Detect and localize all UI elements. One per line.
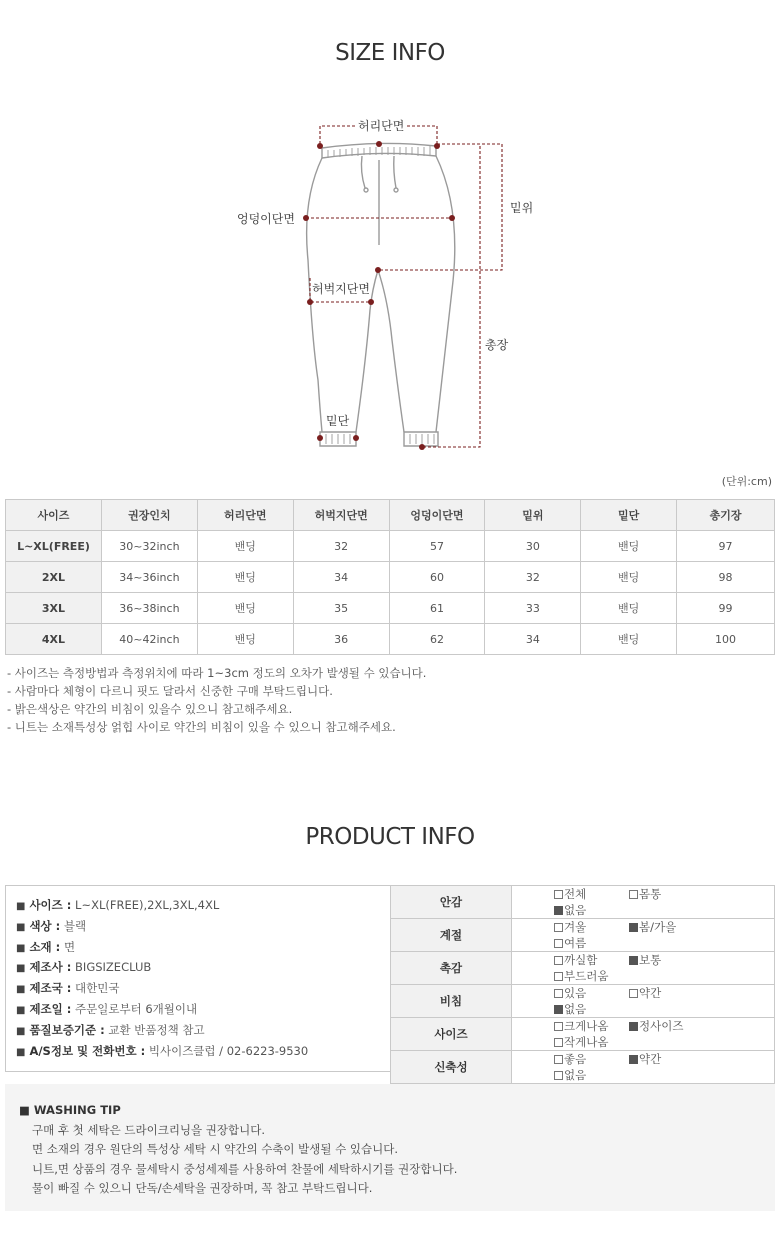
size-cell: 32 — [485, 562, 581, 593]
detail-key: 사이즈 : — [29, 898, 72, 912]
size-header: 엉덩이단면 — [389, 500, 485, 531]
feel-label: 계절 — [391, 919, 512, 952]
feel-option-label: 겨울 — [564, 920, 587, 934]
size-notes — [7, 664, 426, 736]
unit-note: (단위:cm) — [721, 475, 772, 488]
feel-option — [554, 952, 629, 968]
table-row — [6, 624, 775, 655]
size-cell: 34 — [293, 562, 389, 593]
size-cell: 97 — [677, 531, 775, 562]
table-row — [6, 562, 775, 593]
detail-value: L~XL(FREE),2XL,3XL,4XL — [75, 898, 220, 912]
size-cell: 밴딩 — [581, 531, 677, 562]
feel-option — [629, 985, 704, 1001]
feel-options — [512, 1018, 775, 1051]
size-header: 허리단면 — [197, 500, 293, 531]
product-feel-table — [390, 885, 775, 1084]
size-cell: 30 — [485, 531, 581, 562]
detail-value: 대한민국 — [75, 981, 120, 996]
size-cell: 밴딩 — [197, 531, 293, 562]
size-cell: 98 — [677, 562, 775, 593]
size-header: 밑위 — [485, 500, 581, 531]
size-cell: 100 — [677, 624, 775, 655]
detail-value: 면 — [63, 939, 76, 954]
feel-row — [391, 1018, 775, 1051]
detail-key: 제조일 : — [29, 1001, 72, 1016]
feel-option-label: 없음 — [564, 1068, 587, 1082]
checked-box-icon — [554, 906, 563, 915]
unchecked-box-icon — [554, 956, 563, 965]
detail-row — [16, 1043, 390, 1064]
feel-option-label: 없음 — [564, 903, 587, 917]
feel-option — [554, 1001, 629, 1017]
feel-row — [391, 919, 775, 952]
size-cell: 3XL — [6, 593, 102, 624]
feel-option-label: 봄/가을 — [639, 920, 677, 934]
unchecked-box-icon — [554, 1055, 563, 1064]
waist-label: 허리단면 — [358, 119, 405, 133]
checked-box-icon — [554, 1005, 563, 1014]
size-cell: 30~32inch — [101, 531, 197, 562]
detail-key: A/S정보 및 전화번호 : — [29, 1043, 146, 1058]
feel-option — [629, 952, 704, 968]
feel-option-label: 보통 — [639, 953, 662, 967]
bullet-square: ■ — [16, 921, 26, 933]
checked-box-icon — [629, 923, 638, 932]
size-header: 사이즈 — [6, 500, 102, 531]
feel-option-label: 작게나옴 — [564, 1035, 609, 1049]
pants-size-diagram — [0, 0, 780, 470]
size-cell: 밴딩 — [581, 624, 677, 655]
pants-illustration — [0, 0, 780, 470]
note-line: - 밝은색상은 약간의 비침이 있을수 있으니 참고해주세요. — [7, 702, 293, 716]
size-cell: 2XL — [6, 562, 102, 593]
table-row — [6, 593, 775, 624]
feel-option-label: 까실함 — [564, 953, 598, 967]
size-cell: 34~36inch — [101, 562, 197, 593]
bullet-square: ■ — [16, 901, 26, 912]
washing-tip-line: 니트,면 상품의 경우 물세탁시 중성세제를 사용하여 찬물에 세탁하시기를 권장합니다. — [32, 1161, 458, 1176]
feel-options — [512, 886, 775, 919]
detail-value: BIGSIZECLUB — [75, 960, 152, 975]
bullet-square: ■ — [16, 963, 26, 975]
rise-label: 밑위 — [510, 201, 534, 215]
feel-label: 비침 — [391, 985, 512, 1018]
size-header: 밑단 — [581, 500, 677, 531]
detail-key: 제조국 : — [29, 981, 72, 996]
checked-box-icon — [629, 1055, 638, 1064]
total-length-label: 총장 — [485, 338, 509, 352]
feel-option-label: 정사이즈 — [639, 1019, 684, 1033]
feel-option-label: 전체 — [564, 887, 587, 901]
feel-options — [512, 952, 775, 985]
unchecked-box-icon — [554, 989, 563, 998]
feel-row — [391, 985, 775, 1018]
detail-value: 주문일로부터 6개월이내 — [75, 1001, 198, 1016]
hem-label: 밑단 — [326, 414, 350, 428]
thigh-label: 허벅지단면 — [312, 282, 370, 296]
note-line: - 사이즈는 측정방법과 측정위치에 따라 1~3cm 정도의 오차가 발생될 수 있습니다. — [7, 666, 427, 680]
size-cell: 57 — [389, 531, 485, 562]
feel-label: 신축성 — [391, 1051, 512, 1084]
unchecked-box-icon — [554, 939, 563, 948]
size-cell: 35 — [293, 593, 389, 624]
detail-row — [16, 918, 390, 939]
bullet-square: ■ — [16, 1004, 26, 1016]
checked-box-icon — [629, 956, 638, 965]
note-line: - 니트는 소재특성상 얽힙 사이로 약간의 비침이 있을 수 있으니 참고해주세요. — [7, 720, 396, 734]
feel-label: 촉감 — [391, 952, 512, 985]
washing-tip — [5, 1084, 775, 1211]
bullet-square: ■ — [16, 942, 26, 954]
washing-tip-line: 구매 후 첫 세탁은 드라이크리닝을 권장합니다. — [32, 1122, 266, 1137]
feel-options — [512, 985, 775, 1018]
detail-row — [16, 1022, 390, 1043]
feel-option — [554, 935, 629, 951]
bullet-square: ■ — [16, 1046, 26, 1058]
detail-row — [16, 897, 390, 918]
unchecked-box-icon — [554, 1038, 563, 1047]
feel-option-label: 없음 — [564, 1002, 587, 1016]
feel-options — [512, 1051, 775, 1084]
table-row — [6, 531, 775, 562]
detail-row — [16, 980, 390, 1001]
size-cell: 4XL — [6, 624, 102, 655]
note-line: - 사람마다 체형이 다르니 핏도 달라서 신중한 구매 부탁드립니다. — [7, 684, 333, 698]
size-header: 권장인치 — [101, 500, 197, 531]
size-cell: 40~42inch — [101, 624, 197, 655]
feel-option-label: 부드러움 — [564, 969, 609, 983]
feel-options — [512, 919, 775, 952]
feel-row — [391, 1051, 775, 1084]
size-cell: 밴딩 — [581, 562, 677, 593]
feel-option-label: 여름 — [564, 936, 587, 950]
hip-label: 엉덩이단면 — [237, 212, 295, 226]
feel-option — [629, 919, 704, 935]
feel-option — [554, 1051, 629, 1067]
feel-option — [554, 985, 629, 1001]
detail-value: 교환 반품정책 참고 — [108, 1022, 205, 1037]
feel-option — [554, 886, 629, 902]
unchecked-box-icon — [629, 989, 638, 998]
feel-option — [554, 1018, 629, 1034]
size-table — [5, 499, 775, 655]
feel-option-label: 약간 — [639, 1052, 662, 1066]
size-cell: 밴딩 — [197, 562, 293, 593]
detail-key: 품질보증기준 : — [29, 1022, 105, 1037]
feel-option-label: 약간 — [639, 986, 662, 1000]
unchecked-box-icon — [629, 890, 638, 899]
feel-option-label: 있음 — [564, 986, 587, 1000]
unchecked-box-icon — [554, 923, 563, 932]
size-cell: 밴딩 — [197, 624, 293, 655]
detail-row — [16, 939, 390, 960]
checked-box-icon — [629, 1022, 638, 1031]
detail-key: 제조사 : — [29, 960, 72, 975]
detail-row — [16, 1001, 390, 1022]
feel-option — [554, 1034, 629, 1050]
feel-option-label: 크게나옴 — [564, 1019, 609, 1033]
feel-option — [554, 968, 629, 984]
size-cell: 99 — [677, 593, 775, 624]
product-info-title: PRODUCT INFO — [305, 824, 475, 850]
bullet-square: ■ — [16, 984, 26, 996]
size-cell: 62 — [389, 624, 485, 655]
feel-option-label: 몸통 — [639, 887, 662, 901]
size-info-title: SIZE INFO — [335, 40, 445, 66]
feel-option — [629, 886, 704, 902]
size-cell: 36 — [293, 624, 389, 655]
feel-option — [629, 1051, 704, 1067]
feel-option-label: 좋음 — [564, 1052, 587, 1066]
detail-row — [16, 959, 390, 980]
size-cell: 34 — [485, 624, 581, 655]
size-cell: 32 — [293, 531, 389, 562]
detail-value: 빅사이즈클럽 / 02-6223-9530 — [148, 1043, 309, 1058]
size-cell: 밴딩 — [581, 593, 677, 624]
size-cell: 36~38inch — [101, 593, 197, 624]
size-cell: 33 — [485, 593, 581, 624]
size-cell: L~XL(FREE) — [6, 531, 102, 562]
size-cell: 60 — [389, 562, 485, 593]
washing-tip-line: 물이 빠질 수 있으니 단독/손세탁을 권장하며, 꼭 참고 부탁드립니다. — [32, 1181, 373, 1195]
detail-value: 블랙 — [63, 918, 87, 933]
size-header: 총기장 — [677, 500, 775, 531]
feel-label: 사이즈 — [391, 1018, 512, 1051]
size-cell: 61 — [389, 593, 485, 624]
feel-option — [629, 1018, 704, 1034]
detail-key: 색상 : — [29, 918, 61, 933]
feel-option — [554, 902, 629, 918]
feel-label: 안감 — [391, 886, 512, 919]
feel-row — [391, 886, 775, 919]
size-table-header-row — [6, 500, 775, 531]
bullet-square: ■ — [16, 1025, 26, 1037]
washing-tip-title: ■ WASHING TIP — [19, 1103, 121, 1117]
unchecked-box-icon — [554, 972, 563, 981]
feel-row — [391, 952, 775, 985]
washing-tip-line: 면 소재의 경우 원단의 특성상 세탁 시 약간의 수축이 발생될 수 있습니다. — [32, 1142, 399, 1156]
size-header: 허벅지단면 — [293, 500, 389, 531]
detail-key: 소재 : — [29, 939, 61, 954]
product-details — [5, 885, 390, 1072]
feel-option — [554, 919, 629, 935]
unchecked-box-icon — [554, 1071, 563, 1080]
unchecked-box-icon — [554, 890, 563, 899]
size-cell: 밴딩 — [197, 593, 293, 624]
unchecked-box-icon — [554, 1022, 563, 1031]
feel-option — [554, 1067, 629, 1083]
